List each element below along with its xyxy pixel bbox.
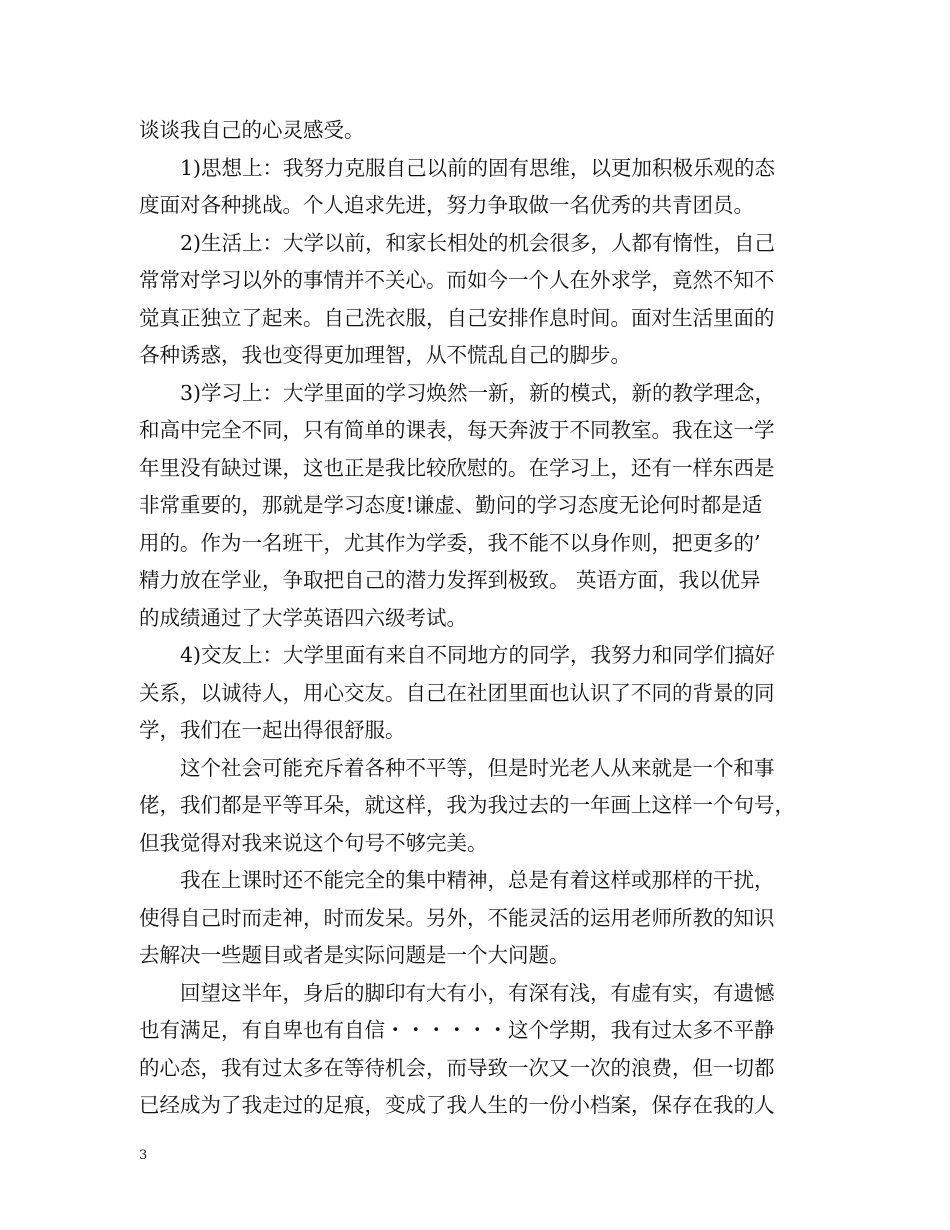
text-line-8: 3)学习上：大学里面的学习焕然一新，新的模式，新的教学理念， <box>180 380 776 405</box>
text-line-12: 用的。作为一名班干，尤其作为学委，我不能不以身作则，把更多的’ <box>139 530 761 555</box>
text-line-17: 学，我们在一起出得很舒服。 <box>139 718 406 742</box>
text-line-27: 已经成为了我走过的足痕，变成了我人生的一份小档案，保存在我的人 <box>139 1093 775 1117</box>
text-line-26: 的心态，我有过太多在等待机会，而导致一次又一次的浪费，但一切都 <box>139 1055 775 1080</box>
text-line-4: 2)生活上：大学以前，和家长相处的机会很多，人都有惰性，自己 <box>180 230 776 255</box>
text-line-10: 年里没有缺过课，这也正是我比较欣慰的。在学习上，还有一样东西是 <box>139 455 775 480</box>
text-line-7: 各种诱惑，我也变得更加理智，从不慌乱自己的脚步。 <box>139 343 631 367</box>
text-line-20: 但我觉得对我来说这个句号不够完美。 <box>139 830 488 855</box>
text-line-14: 的成绩通过了大学英语四六级考试。 <box>139 605 467 630</box>
text-line-2: 1)思想上：我努力克服自己以前的固有思维，以更加积极乐观的态 <box>180 155 776 180</box>
text-line-5: 常常对学习以外的事情并不关心。而如今一个人在外求学，竟然不知不 <box>139 268 775 292</box>
text-line-9: 和高中完全不同，只有简单的课表，每天奔波于不同教室。我在这一学 <box>139 418 775 442</box>
text-line-18: 这个社会可能充斥着各种不平等，但是时光老人从来就是一个和事 <box>180 755 775 780</box>
text-line-3: 度面对各种挑战。个人追求先进，努力争取做一名优秀的共青团员。 <box>139 193 754 217</box>
page-number: 3 <box>139 1148 148 1163</box>
text-line-24: 回望这半年，身后的脚印有大有小，有深有浅，有虚有实，有遗憾 <box>180 980 775 1005</box>
text-line-25: 也有满足，有自卑也有自信・・・・・・这个学期，我有过太多不平静 <box>139 1018 775 1042</box>
text-line-21: 我在上课时还不能完全的集中精神，总是有着这样或那样的干扰， <box>180 868 775 892</box>
text-line-15: 4)交友上：大学里面有来自不同地方的同学，我努力和同学们搞好 <box>180 643 776 667</box>
text-line-1: 谈谈我自己的心灵感受。 <box>139 118 365 142</box>
text-line-6: 觉真正独立了起来。自己洗衣服，自己安排作息时间。面对生活里面的 <box>139 305 775 330</box>
body-text <box>139 112 829 1125</box>
text-line-23: 去解决一些题目或者是实际问题是一个大问题。 <box>139 943 570 967</box>
text-line-16: 关系，以诚待人，用心交友。自己在社团里面也认识了不同的背景的同 <box>139 680 775 705</box>
text-line-11: 非常重要的，那就是学习态度!谦虚、勤问的学习态度无论何时都是适 <box>139 493 763 517</box>
text-line-22: 使得自己时而走神，时而发呆。另外，不能灵活的运用老师所教的知识 <box>139 905 775 930</box>
text-line-13: 精力放在学业，争取把自己的潜力发挥到极致。 英语方面，我以优异 <box>139 568 761 592</box>
text-line-19: 佬，我们都是平等耳朵，就这样，我为我过去的一年画上这样一个句号， <box>139 793 795 817</box>
